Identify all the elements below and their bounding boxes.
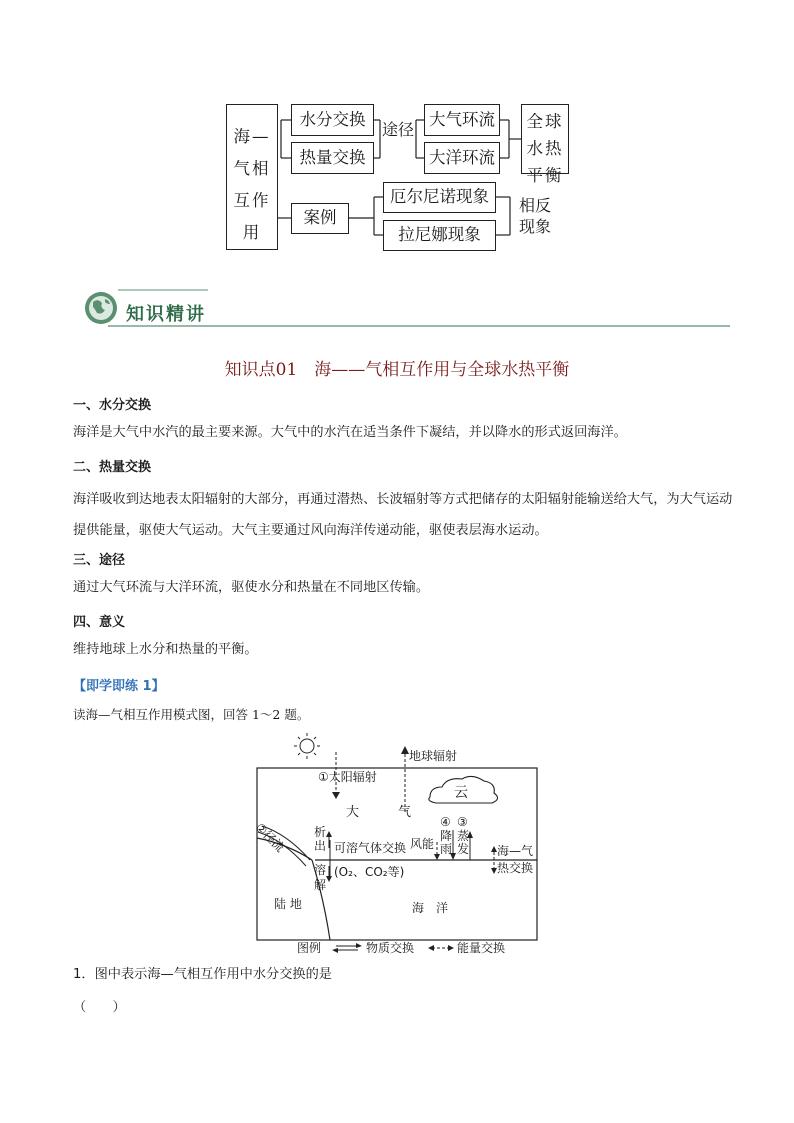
root-line-3: 互作 (233, 191, 271, 210)
practice-label: 【即学即练 1】 (73, 679, 165, 694)
question-1: 1．图中表示海—气相互作用中水分交换的是 (73, 967, 332, 982)
runoff-label: ②径流 (252, 820, 288, 855)
ocean-label: 海 洋 (412, 901, 449, 915)
water-exchange-box: 水分交换 (291, 104, 374, 136)
la-nina-box: 拉尼娜现象 (383, 220, 496, 251)
banner-title: 知识精讲 (126, 304, 206, 325)
balance-line-1: 全球 (526, 112, 564, 131)
path-label: 途径 (382, 120, 415, 139)
earth-radiation-label: 地球辐射 (409, 749, 458, 763)
opposite-label-1: 相反 (519, 196, 552, 215)
balance-line-3: 平衡 (526, 166, 564, 185)
atmosphere-label-2: 气 (398, 805, 412, 820)
section-body-1: 海洋是大气中水汽的最主要来源。大气中的水汽在适当条件下凝结，并以降水的形式返回海洋。 (73, 425, 627, 440)
dissolve-label-1: 溶 (314, 863, 327, 877)
sea-air-heat-label-1: 海—气 (497, 844, 534, 858)
page-title: 知识点01 海——气相互作用与全球水热平衡 (224, 360, 570, 380)
precip-out-label-1: 析 (314, 825, 327, 839)
rain-label-1: ④ (440, 815, 451, 829)
section-body-3: 通过大气环流与大洋环流，驱使水分和热量在不同地区传输。 (73, 580, 430, 595)
precip-out-label-2: 出 (314, 839, 327, 853)
opposite-label-2: 现象 (519, 217, 552, 236)
section-heading-1: 一、水分交换 (73, 398, 152, 413)
answer-parentheses: （ ） (73, 1000, 126, 1015)
practice-intro: 读海—气相互作用模式图，回答 1～2 题。 (73, 707, 310, 722)
evaporation-label-3: 发 (457, 842, 470, 856)
legend-title: 图例 (297, 941, 322, 955)
wind-energy-label: 风能 (410, 837, 435, 851)
rain-label-3: 雨 (440, 842, 453, 856)
root-line-2: 气相 (233, 159, 271, 178)
rain-label-2: 降 (440, 829, 453, 843)
case-box: 案例 (291, 203, 349, 234)
root-line-4: 用 (242, 223, 262, 242)
gases-label: (O₂、CO₂等) (334, 865, 405, 879)
soluble-gas-label: 可溶气体交换 (334, 841, 407, 855)
atmosphere-label-1: 大 (346, 805, 360, 820)
section-body-2: 海洋吸收到达地表太阳辐射的大部分，再通过潜热、长波辐射等方式把储存的太阳辐射能输送给大气，为大气运动提供能量，驱使大气运动。大气主要通过风向海洋传递动能，驱使表层海水运动。 (73, 492, 733, 538)
heat-exchange-box: 热量交换 (291, 142, 374, 174)
section-heading-3: 三、途径 (73, 553, 126, 568)
sea-air-heat-label-2: 热交换 (497, 861, 534, 875)
dissolve-label-2: 解 (314, 878, 327, 892)
land-label: 陆 地 (274, 897, 302, 911)
ocean-circulation-box: 大洋环流 (424, 142, 500, 174)
legend-material: 物质交换 (366, 941, 415, 955)
cloud-label: 云 (454, 785, 468, 801)
el-nino-box: 厄尔尼诺现象 (383, 182, 496, 213)
solar-radiation-label: ①太阳辐射 (318, 770, 377, 784)
legend-energy: 能量交换 (457, 941, 506, 955)
section-heading-4: 四、意义 (73, 615, 126, 630)
atm-circulation-box: 大气环流 (424, 104, 500, 136)
sun-icon (294, 733, 320, 759)
evaporation-label-1: ③ (457, 815, 468, 829)
evaporation-label-2: 蒸 (457, 829, 470, 843)
balance-line-2: 水热 (526, 139, 564, 158)
section-body-4: 维持地球上水分和热量的平衡。 (73, 642, 258, 657)
root-line-1: 海— (233, 127, 271, 146)
section-heading-2: 二、热量交换 (73, 460, 152, 475)
